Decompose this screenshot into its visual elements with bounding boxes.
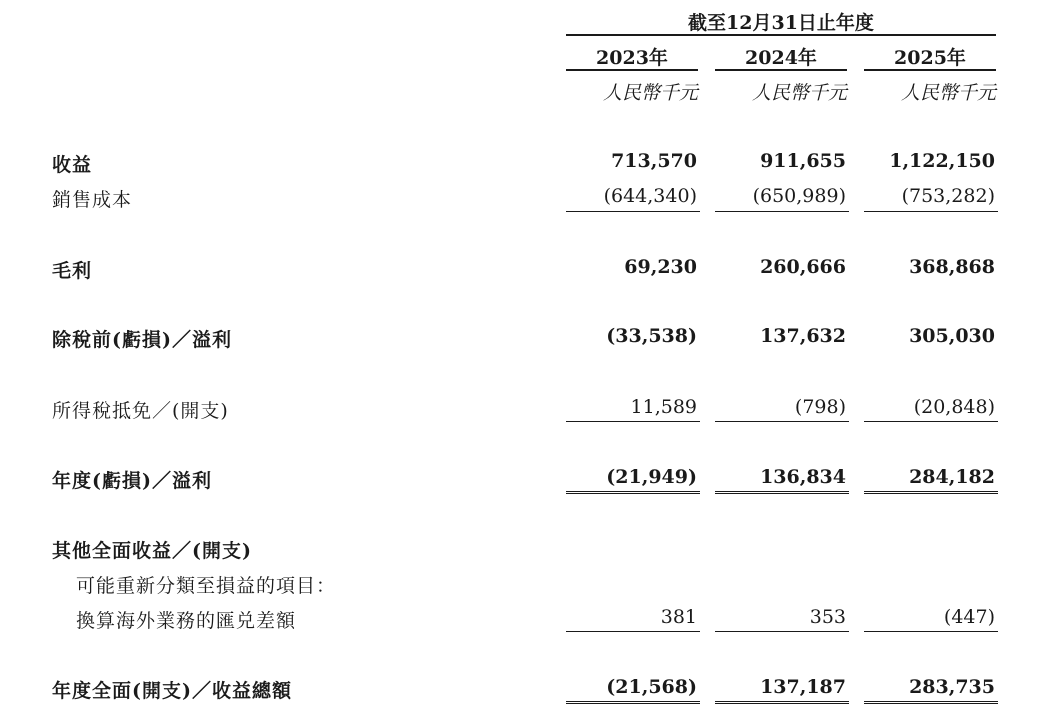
gross-profit-2023: 69,230 — [624, 256, 697, 278]
year-2024-rule — [715, 69, 847, 71]
gross-profit-label: 毛利 — [52, 260, 93, 282]
unit-2023: 人民幣千元 — [602, 82, 698, 104]
cost-of-sales-rule-2025 — [864, 211, 998, 212]
pretax-2025: 305,030 — [909, 325, 995, 347]
income-tax-rule-2024 — [715, 421, 849, 422]
period-rule — [566, 34, 996, 36]
pretax-2024: 137,632 — [760, 325, 846, 347]
revenue-2023: 713,570 — [611, 150, 697, 172]
cost-of-sales-2025: (753,282) — [901, 185, 995, 207]
year-profit-2023: (21,949) — [606, 466, 697, 488]
total-comprehensive-label: 年度全面(開支)／收益總額 — [52, 680, 292, 702]
cost-of-sales-rule-2023 — [566, 211, 700, 212]
income-tax-2024: (798) — [794, 396, 846, 418]
fx-diff-rule-2025 — [864, 631, 998, 632]
cost-of-sales-rule-2024 — [715, 211, 849, 212]
unit-2024: 人民幣千元 — [751, 82, 847, 104]
year-profit-double-rule-2025 — [864, 491, 998, 496]
income-tax-label: 所得稅抵免／(開支) — [52, 400, 229, 422]
income-tax-2023: 11,589 — [630, 396, 697, 418]
year-profit-2025: 284,182 — [909, 466, 995, 488]
unit-2025: 人民幣千元 — [900, 82, 996, 104]
period-heading: 截至12月31日止年度 — [688, 12, 874, 34]
year-profit-2024: 136,834 — [760, 466, 846, 488]
gross-profit-2024: 260,666 — [760, 256, 846, 278]
fx-diff-rule-2023 — [566, 631, 700, 632]
cost-of-sales-2023: (644,340) — [603, 185, 697, 207]
income-tax-2025: (20,848) — [913, 396, 995, 418]
total-comprehensive-2023: (21,568) — [606, 676, 697, 698]
income-tax-rule-2023 — [566, 421, 700, 422]
revenue-2025: 1,122,150 — [889, 150, 995, 172]
fx-diff-rule-2024 — [715, 631, 849, 632]
total-comprehensive-double-rule-2024 — [715, 701, 849, 706]
year-profit-double-rule-2023 — [566, 491, 700, 496]
year-2025-header: 2025年 — [894, 47, 966, 69]
total-comprehensive-2024: 137,187 — [760, 676, 846, 698]
revenue-2024: 911,655 — [760, 150, 846, 172]
total-comprehensive-2025: 283,735 — [909, 676, 995, 698]
oci-subheading: 可能重新分類至損益的項目： — [76, 575, 337, 597]
gross-profit-2025: 368,868 — [909, 256, 995, 278]
year-2023-header: 2023年 — [596, 47, 668, 69]
year-2025-rule — [864, 69, 996, 71]
pretax-2023: (33,538) — [606, 325, 697, 347]
cost-of-sales-label: 銷售成本 — [52, 189, 133, 211]
fx-diff-2025: (447) — [943, 606, 995, 628]
oci-heading: 其他全面收益／(開支) — [52, 540, 252, 562]
revenue-label: 收益 — [52, 154, 93, 176]
year-profit-double-rule-2024 — [715, 491, 849, 496]
fx-diff-2024: 353 — [809, 606, 846, 628]
cost-of-sales-2024: (650,989) — [752, 185, 846, 207]
year-2023-rule — [566, 69, 698, 71]
year-2024-header: 2024年 — [745, 47, 817, 69]
pretax-label: 除稅前(虧損)／溢利 — [52, 329, 232, 351]
total-comprehensive-double-rule-2025 — [864, 701, 998, 706]
fx-diff-2023: 381 — [660, 606, 697, 628]
total-comprehensive-double-rule-2023 — [566, 701, 700, 706]
year-profit-label: 年度(虧損)／溢利 — [52, 470, 212, 492]
income-tax-rule-2025 — [864, 421, 998, 422]
fx-diff-label: 換算海外業務的匯兑差額 — [76, 610, 297, 632]
